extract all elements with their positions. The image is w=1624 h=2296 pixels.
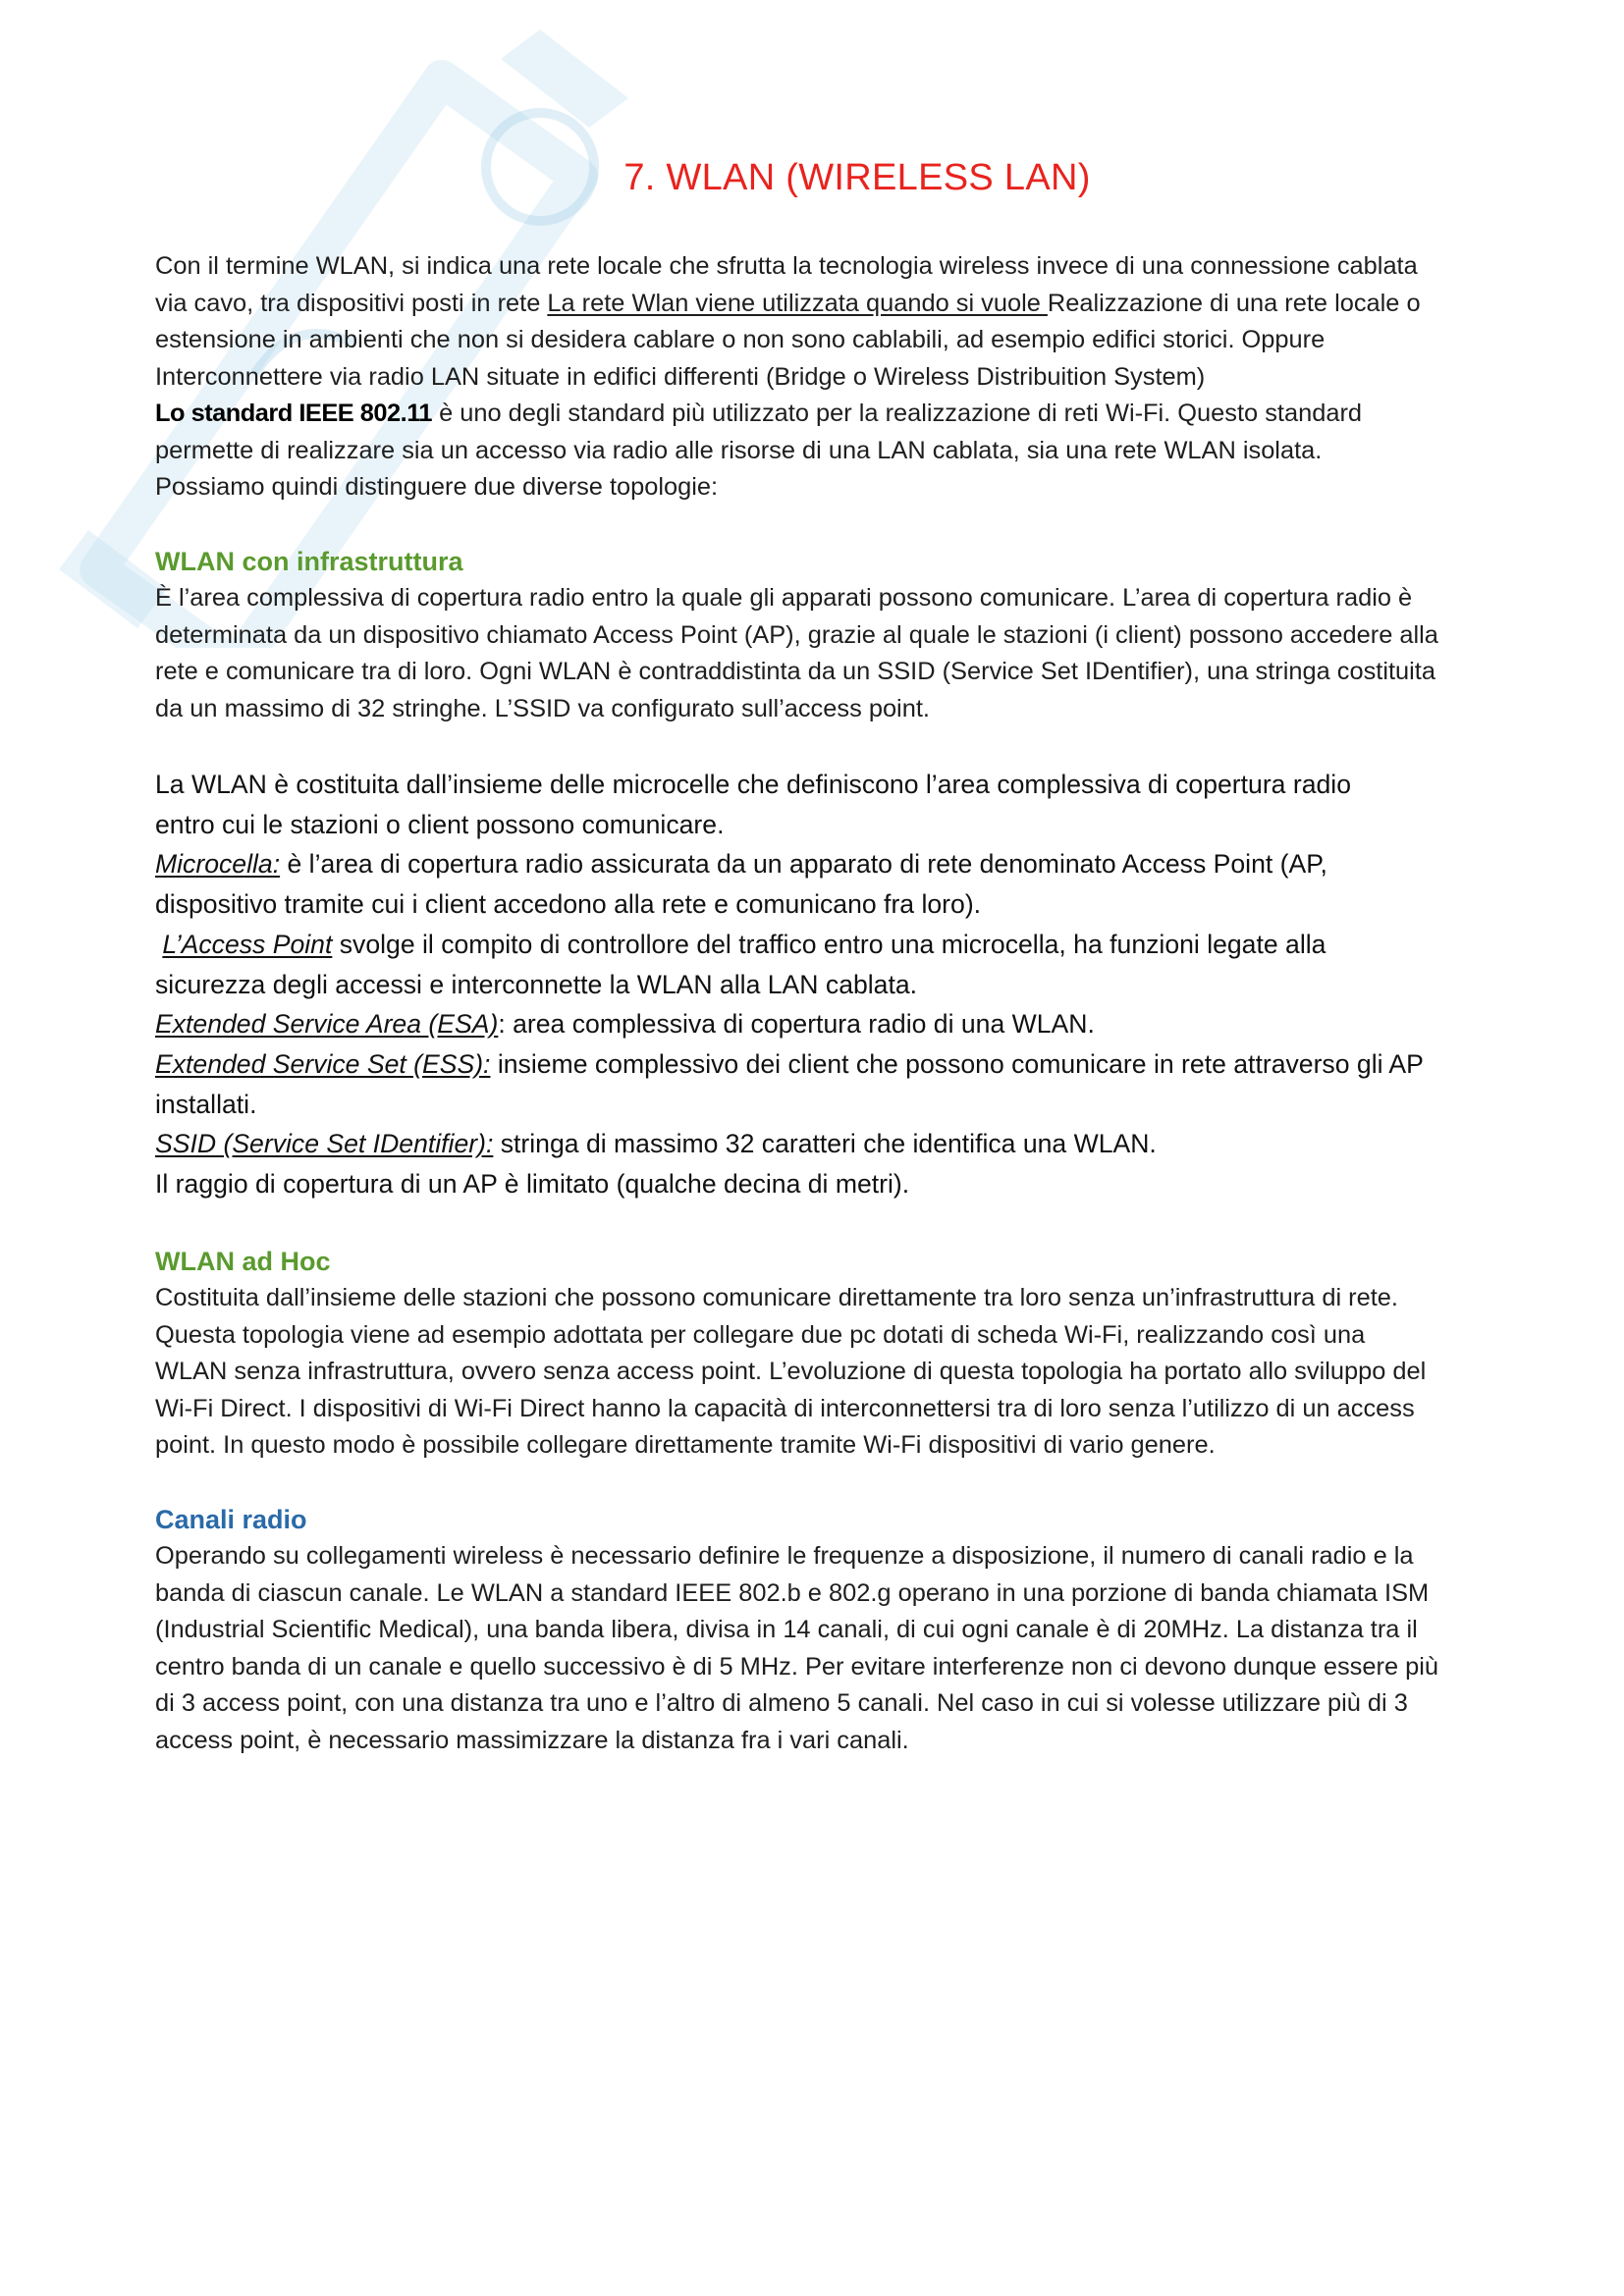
heading-wlan-infrastruttura: WLAN con infrastruttura bbox=[155, 547, 463, 576]
micro-line: La WLAN è costituita dall’insieme delle microcelle che definiscono l’area complessiva di copertura radio bbox=[155, 770, 1351, 799]
term-ssid: SSID (Service Set IDentifier): bbox=[155, 1129, 494, 1159]
micro-line: Extended Service Set (ESS): insieme complessivo dei client che possono comunicare in rete attraverso gli AP bbox=[155, 1048, 1424, 1079]
intro-line: Con il termine WLAN, si indica una rete locale che sfrutta la tecnologia wireless invece di una connessione cablata bbox=[155, 252, 1418, 280]
intro-line: Interconnettere via radio LAN situate in edifici differenti (Bridge o Wireless Distribuition System) bbox=[155, 362, 1206, 391]
canali-line: Operando su collegamenti wireless è necessario definire le frequenze a disposizione, il numero di canali radio e la bbox=[155, 1542, 1414, 1570]
canali-paragraph bbox=[155, 1538, 1438, 1759]
adhoc-line: WLAN senza infrastruttura, ovvero senza access point. L’evoluzione di questa topologia ha portato allo sviluppo del bbox=[155, 1358, 1427, 1385]
heading-wlan-ad-hoc: WLAN ad Hoc bbox=[155, 1247, 331, 1276]
term-microcella: Microcella: bbox=[155, 849, 281, 880]
canali-line: (Industrial Scientific Medical), una banda libera, divisa in 14 canali, di cui ogni canale è di 20MHz. La distanza tra il bbox=[155, 1616, 1418, 1643]
micro-line: SSID (Service Set IDentifier): stringa di massimo 32 caratteri che identifica una WLAN. bbox=[155, 1129, 1157, 1159]
underlined-phrase: La rete Wlan viene utilizzata quando si vuole bbox=[547, 289, 1048, 317]
infra-line: determinata da un dispositivo chiamato Access Point (AP), grazie al quale le stazioni (i client) possono accedere alla bbox=[155, 620, 1438, 649]
adhoc-line: point. In questo modo è possibile collegare direttamente tramite Wi-Fi dispositivi di vario genere. bbox=[155, 1431, 1216, 1459]
intro-line: Possiamo quindi distinguere due diverse topologie: bbox=[155, 473, 719, 501]
micro-line: Il raggio di copertura di un AP è limitato (qualche decina di metri). bbox=[155, 1169, 910, 1200]
adhoc-line: Costituita dall’insieme delle stazioni che possono comunicare direttamente tra loro senza un’infrastruttura di rete. bbox=[155, 1284, 1398, 1311]
intro-line: via cavo, tra dispositivi posti in rete La rete Wlan viene utilizzata quando si vuole Realizzazione di una rete locale o bbox=[155, 289, 1421, 317]
canali-line: banda di ciascun canale. Le WLAN a standard IEEE 802.b e 802.g operano in una porzione di banda chiamata ISM bbox=[155, 1578, 1430, 1607]
canali-line: access point, è necessario massimizzare la distanza fra i vari canali. bbox=[155, 1726, 909, 1754]
term-esa: Extended Service Area (ESA) bbox=[155, 1009, 499, 1040]
micro-line: installati. bbox=[155, 1089, 257, 1119]
adhoc-line: Questa topologia viene ad esempio adottata per collegare due pc dotati di scheda Wi-Fi, realizzando così una bbox=[155, 1320, 1366, 1349]
term-access-point: L’Access Point bbox=[162, 929, 333, 959]
microcell-paragraph bbox=[155, 765, 1424, 1204]
bold-standard: Lo standard IEEE 802.11 bbox=[155, 400, 433, 427]
micro-line: sicurezza degli accessi e interconnette la WLAN alla LAN cablata. bbox=[155, 969, 918, 999]
micro-line: Microcella: è l’area di copertura radio assicurata da un apparato di rete denominato Access Point (AP, bbox=[155, 849, 1327, 880]
page-title: 7. WLAN (WIRELESS LAN) bbox=[623, 157, 1091, 198]
micro-line: entro cui le stazioni o client possono comunicare. bbox=[155, 809, 725, 839]
intro-line: estensione in ambienti che non si desidera cablare o non sono cablabili, ad esempio edifici storici. Oppure bbox=[155, 326, 1326, 353]
infra-line: da un massimo di 32 stringhe. L’SSID va configurato sull’access point. bbox=[155, 694, 930, 722]
canali-line: di 3 access point, con una distanza tra uno e l’altro di almeno 5 canali. Nel caso in cui si volesse utilizzare più di 3 bbox=[155, 1689, 1408, 1717]
intro-line: permette di realizzare sia un accesso via radio alle risorse di una LAN cablata, sia una rete WLAN isolata. bbox=[155, 436, 1323, 464]
term-ess: Extended Service Set (ESS): bbox=[155, 1048, 491, 1079]
infra-line: È l’area complessiva di copertura radio entro la quale gli apparati possono comunicare. L’area di copertura radio è bbox=[155, 584, 1413, 612]
intro-paragraph bbox=[155, 248, 1421, 507]
infra-paragraph bbox=[155, 580, 1438, 727]
intro-line: Lo standard IEEE 802.11 è uno degli standard più utilizzato per la realizzazione di reti Wi-Fi. Questo standard bbox=[155, 400, 1363, 427]
micro-line: dispositivo tramite cui i client accedono alla rete e comunicano fra loro). bbox=[155, 889, 982, 920]
canali-line: centro banda di un canale e quello successivo è di 5 MHz. Per evitare interferenze non ci devono dunque essere più bbox=[155, 1652, 1439, 1681]
adhoc-line: Wi-Fi Direct. I dispositivi di Wi-Fi Direct hanno la capacità di interconnettersi tra di loro senza l’utilizzo di un access bbox=[155, 1394, 1415, 1422]
infra-line: rete e comunicare tra di loro. Ogni WLAN è contraddistinta da un SSID (Service Set IDentifier), una stringa costituita bbox=[155, 658, 1435, 685]
adhoc-paragraph bbox=[155, 1280, 1426, 1465]
heading-canali-radio: Canali radio bbox=[155, 1505, 307, 1534]
micro-line: L’Access Point svolge il compito di controllore del traffico entro una microcella, ha funzioni legate alla bbox=[162, 929, 1326, 959]
micro-line: Extended Service Area (ESA): area complessiva di copertura radio di una WLAN. bbox=[155, 1009, 1095, 1040]
